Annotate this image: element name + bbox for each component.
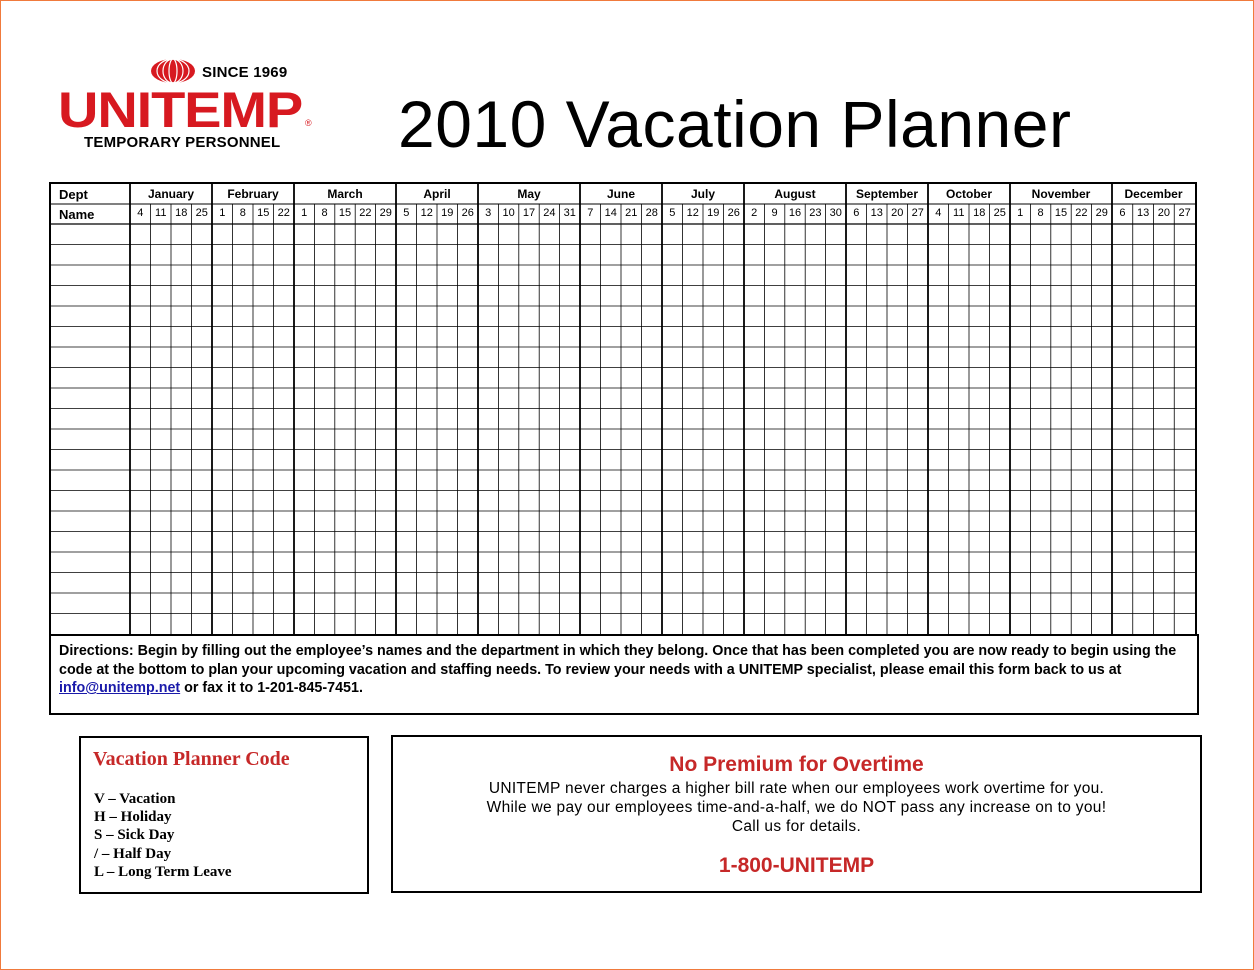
name-cell[interactable]	[51, 306, 130, 327]
logo-subtitle: TEMPORARY PERSONNEL	[84, 134, 281, 151]
week-label: 29	[1095, 207, 1108, 219]
week-label: 31	[563, 207, 576, 219]
week-label: 6	[853, 207, 860, 219]
unitemp-logo	[56, 56, 326, 156]
name-header: Name	[59, 207, 95, 222]
name-cell[interactable]	[51, 265, 130, 286]
overtime-promo-box	[391, 735, 1202, 893]
logo-since-text: SINCE 1969	[202, 64, 288, 81]
promo-line-2: While we pay our employees time-and-a-half, we do NOT pass any increase on to you!	[486, 799, 1107, 816]
week-label: 26	[727, 207, 740, 219]
week-label: 9	[771, 207, 778, 219]
week-label: 5	[403, 207, 410, 219]
week-label: 27	[911, 207, 924, 219]
week-label: 8	[239, 207, 246, 219]
week-label: 1	[1017, 207, 1024, 219]
week-label: 4	[935, 207, 942, 219]
directions-box	[49, 634, 1199, 715]
week-label: 1	[301, 207, 308, 219]
name-cell[interactable]	[51, 552, 130, 573]
week-label: 5	[669, 207, 676, 219]
email-link[interactable]: info@unitemp.net	[59, 680, 181, 696]
promo-line-1: UNITEMP never charges a higher bill rate when our employees work overtime for you.	[488, 780, 1105, 797]
page-title: 2010 Vacation Planner	[398, 87, 1072, 161]
week-label: 19	[441, 207, 454, 219]
directions-text-end: or fax it to 1-201-845-7451.	[180, 680, 363, 696]
code-item-half-day: / – Half Day	[94, 845, 172, 862]
week-label: 16	[788, 207, 802, 219]
month-label-october: October	[945, 187, 992, 201]
week-label: 12	[420, 207, 433, 219]
week-label: 30	[829, 207, 842, 219]
name-cell[interactable]	[51, 245, 130, 266]
month-label-june: June	[606, 187, 635, 201]
name-cell[interactable]	[51, 224, 130, 245]
code-legend-title: Vacation Planner Code	[93, 748, 290, 770]
week-label: 27	[1178, 207, 1191, 219]
name-cell[interactable]	[51, 409, 130, 430]
week-label: 22	[359, 207, 372, 219]
month-label-january: January	[147, 187, 195, 201]
week-label: 24	[543, 207, 556, 219]
promo-phone: 1-800-UNITEMP	[718, 854, 875, 877]
name-cell[interactable]	[51, 429, 130, 450]
code-item-long-term-leave: L – Long Term Leave	[94, 863, 232, 880]
name-cell[interactable]	[51, 511, 130, 532]
week-label: 21	[625, 207, 638, 219]
code-item-sick-day: S – Sick Day	[94, 827, 175, 844]
code-legend-box	[79, 736, 369, 894]
week-label: 20	[891, 207, 904, 219]
week-label: 7	[587, 207, 594, 219]
month-label-february: February	[227, 187, 279, 201]
week-label: 8	[1037, 207, 1044, 219]
week-label: 3	[485, 207, 492, 219]
name-cell[interactable]	[51, 368, 130, 389]
week-label: 22	[1075, 207, 1088, 219]
month-label-december: December	[1124, 187, 1183, 201]
week-label: 13	[870, 207, 883, 219]
week-label: 4	[137, 207, 144, 219]
name-cell[interactable]	[51, 470, 130, 491]
code-item-holiday: H – Holiday	[94, 809, 172, 826]
dept-header: Dept	[59, 187, 88, 202]
registered-mark: ®	[305, 118, 312, 128]
name-cell[interactable]	[51, 327, 130, 348]
week-label: 25	[993, 207, 1006, 219]
month-label-september: September	[855, 187, 919, 201]
week-label: 14	[604, 207, 617, 219]
week-label: 18	[973, 207, 986, 219]
code-item-vacation: V – Vacation	[94, 791, 176, 807]
name-cell[interactable]	[51, 614, 130, 635]
logo-brand-text: UNITEMP	[58, 82, 303, 138]
promo-line-3: Call us for details.	[731, 818, 862, 835]
month-label-april: April	[423, 187, 451, 201]
week-label: 12	[686, 207, 699, 219]
name-cell[interactable]	[51, 286, 130, 307]
month-label-november: November	[1031, 187, 1091, 201]
week-label: 6	[1119, 207, 1126, 219]
directions-text: Directions: Begin by filling out the employee’s names and the department in which they belong. Once that has been completed you are now ready to begin using the code at the bottom to plan your upcoming vacation and staffing needs. To review your needs with a UNITEMP specialist, please email this form back to us at	[59, 643, 1177, 678]
name-cell[interactable]	[51, 593, 130, 614]
week-label: 11	[953, 207, 965, 219]
week-label: 8	[321, 207, 328, 219]
week-label: 1	[219, 207, 226, 219]
name-cell[interactable]	[51, 450, 130, 471]
name-cell[interactable]	[51, 491, 130, 512]
week-label: 25	[195, 207, 208, 219]
week-label: 23	[809, 207, 822, 219]
week-label: 17	[522, 207, 536, 219]
name-cell[interactable]	[51, 388, 130, 409]
week-label: 15	[338, 207, 352, 219]
planner-grid	[49, 182, 1197, 636]
week-label: 18	[175, 207, 188, 219]
week-label: 28	[645, 207, 658, 219]
week-label: 2	[751, 207, 758, 219]
week-label: 19	[707, 207, 720, 219]
month-label-may: May	[517, 187, 541, 201]
week-label: 29	[379, 207, 392, 219]
month-label-august: August	[774, 187, 816, 201]
grid-lines	[51, 184, 1199, 638]
month-label-july: July	[690, 187, 715, 201]
week-label: 10	[502, 207, 515, 219]
week-label: 15	[257, 207, 270, 219]
month-label-march: March	[327, 187, 363, 201]
week-label: 11	[155, 207, 167, 219]
name-cell[interactable]	[51, 573, 130, 594]
promo-title: No Premium for Overtime	[669, 753, 924, 776]
week-label: 22	[277, 207, 290, 219]
code-legend-list	[94, 790, 232, 881]
week-label: 26	[461, 207, 474, 219]
name-cell[interactable]	[51, 347, 130, 368]
week-label: 13	[1137, 207, 1150, 219]
week-label: 20	[1157, 207, 1170, 219]
week-label: 15	[1054, 207, 1068, 219]
name-cell[interactable]	[51, 532, 130, 553]
